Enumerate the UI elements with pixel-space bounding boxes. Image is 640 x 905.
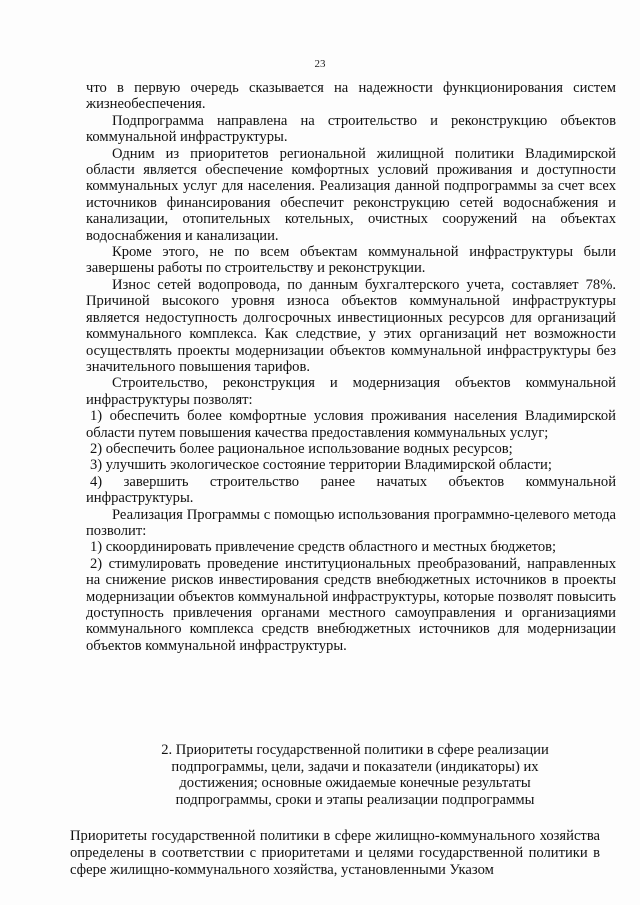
paragraph: Реализация Программы с помощью использования программно-целевого метода позволит: bbox=[86, 506, 616, 539]
paragraph: Приоритеты государственной политики в сфере жилищно-коммунального хозяйства определены в соответствии с приоритетами и целями государственной политики в сфере жилищно-коммунального хозяйства, установленными Указом bbox=[70, 828, 600, 878]
list-item: 1) скоординировать привлечение средств областного и местных бюджетов; bbox=[90, 539, 557, 556]
list-item: 2) обеспечить более рациональное использование водных ресурсов; bbox=[90, 440, 513, 457]
heading-line: подпрограммы, сроки и этапы реализации подпрограммы bbox=[175, 791, 535, 808]
paragraph: Строительство, реконструкция и модернизация объектов коммунальной инфраструктуры позволят: bbox=[86, 375, 616, 408]
list-item: 4) завершить строительство ранее начатых объектов коммунальной инфраструктуры. bbox=[86, 473, 616, 507]
list-item: 2) стимулировать проведение институциональных преобразований, направленных на снижение рисков инвестирования средств внебюджетных источников в проекты модернизации объектов коммунальной инфраструктуры, которые позволят повысить доступность привлечения органами местного самоуправления и организациями коммунального комплекса средств внебюджетных источников для модернизации объектов коммунальной инфраструктуры. bbox=[86, 555, 616, 654]
heading-line: достижения; основные ожидаемые конечные результаты bbox=[179, 775, 531, 792]
paragraph: Подпрограмма направлена на строительство и реконструкцию объектов коммунальной инфраструктуры. bbox=[86, 112, 616, 146]
page-number: 23 bbox=[314, 58, 326, 70]
section-heading bbox=[120, 742, 590, 808]
heading-line: подпрограммы, цели, задачи и показатели (индикаторы) их bbox=[171, 758, 539, 775]
list-item: 3) улучшить экологическое состояние территории Владимирской области; bbox=[90, 457, 552, 474]
paragraph: Износ сетей водопровода, по данным бухгалтерского учета, составляет 78%. Причиной высокого уровня износа объектов коммунальной инфраструктуры является недоступность долгосрочных инвестиционных ресурсов для организаций коммунального комплекса. Как следствие, у этих организаций нет возможности осуществлять проекты модернизации объектов коммунальной инфраструктуры без значительного повышения тарифов. bbox=[86, 276, 616, 375]
heading-line: 2. Приоритеты государственной политики в сфере реализации bbox=[161, 742, 549, 758]
body-text bbox=[86, 80, 616, 654]
paragraph: Кроме этого, не по всем объектам коммунальной инфраструктуры были завершены работы по строительству и реконструкции. bbox=[86, 244, 616, 277]
paragraph: что в первую очередь сказывается на надежности функционирования систем жизнеобеспечения. bbox=[86, 80, 616, 113]
paragraph: Одним из приоритетов региональной жилищной политики Владимирской области является обеспечение комфортных условий проживания и доступности коммунальных услуг для населения. Реализация данной подпрограммы за счет всех источников финансирования обеспечит реконструкцию сетей водоснабжения и канализации, отопительных котельных, очистных сооружений на объектах водоснабжения и канализации. bbox=[86, 145, 616, 244]
list-item: 1) обеспечить более комфортные условия проживания населения Владимирской области путем повышения качества предоставления коммунальных услуг; bbox=[86, 408, 616, 441]
section-body-text bbox=[70, 828, 600, 879]
